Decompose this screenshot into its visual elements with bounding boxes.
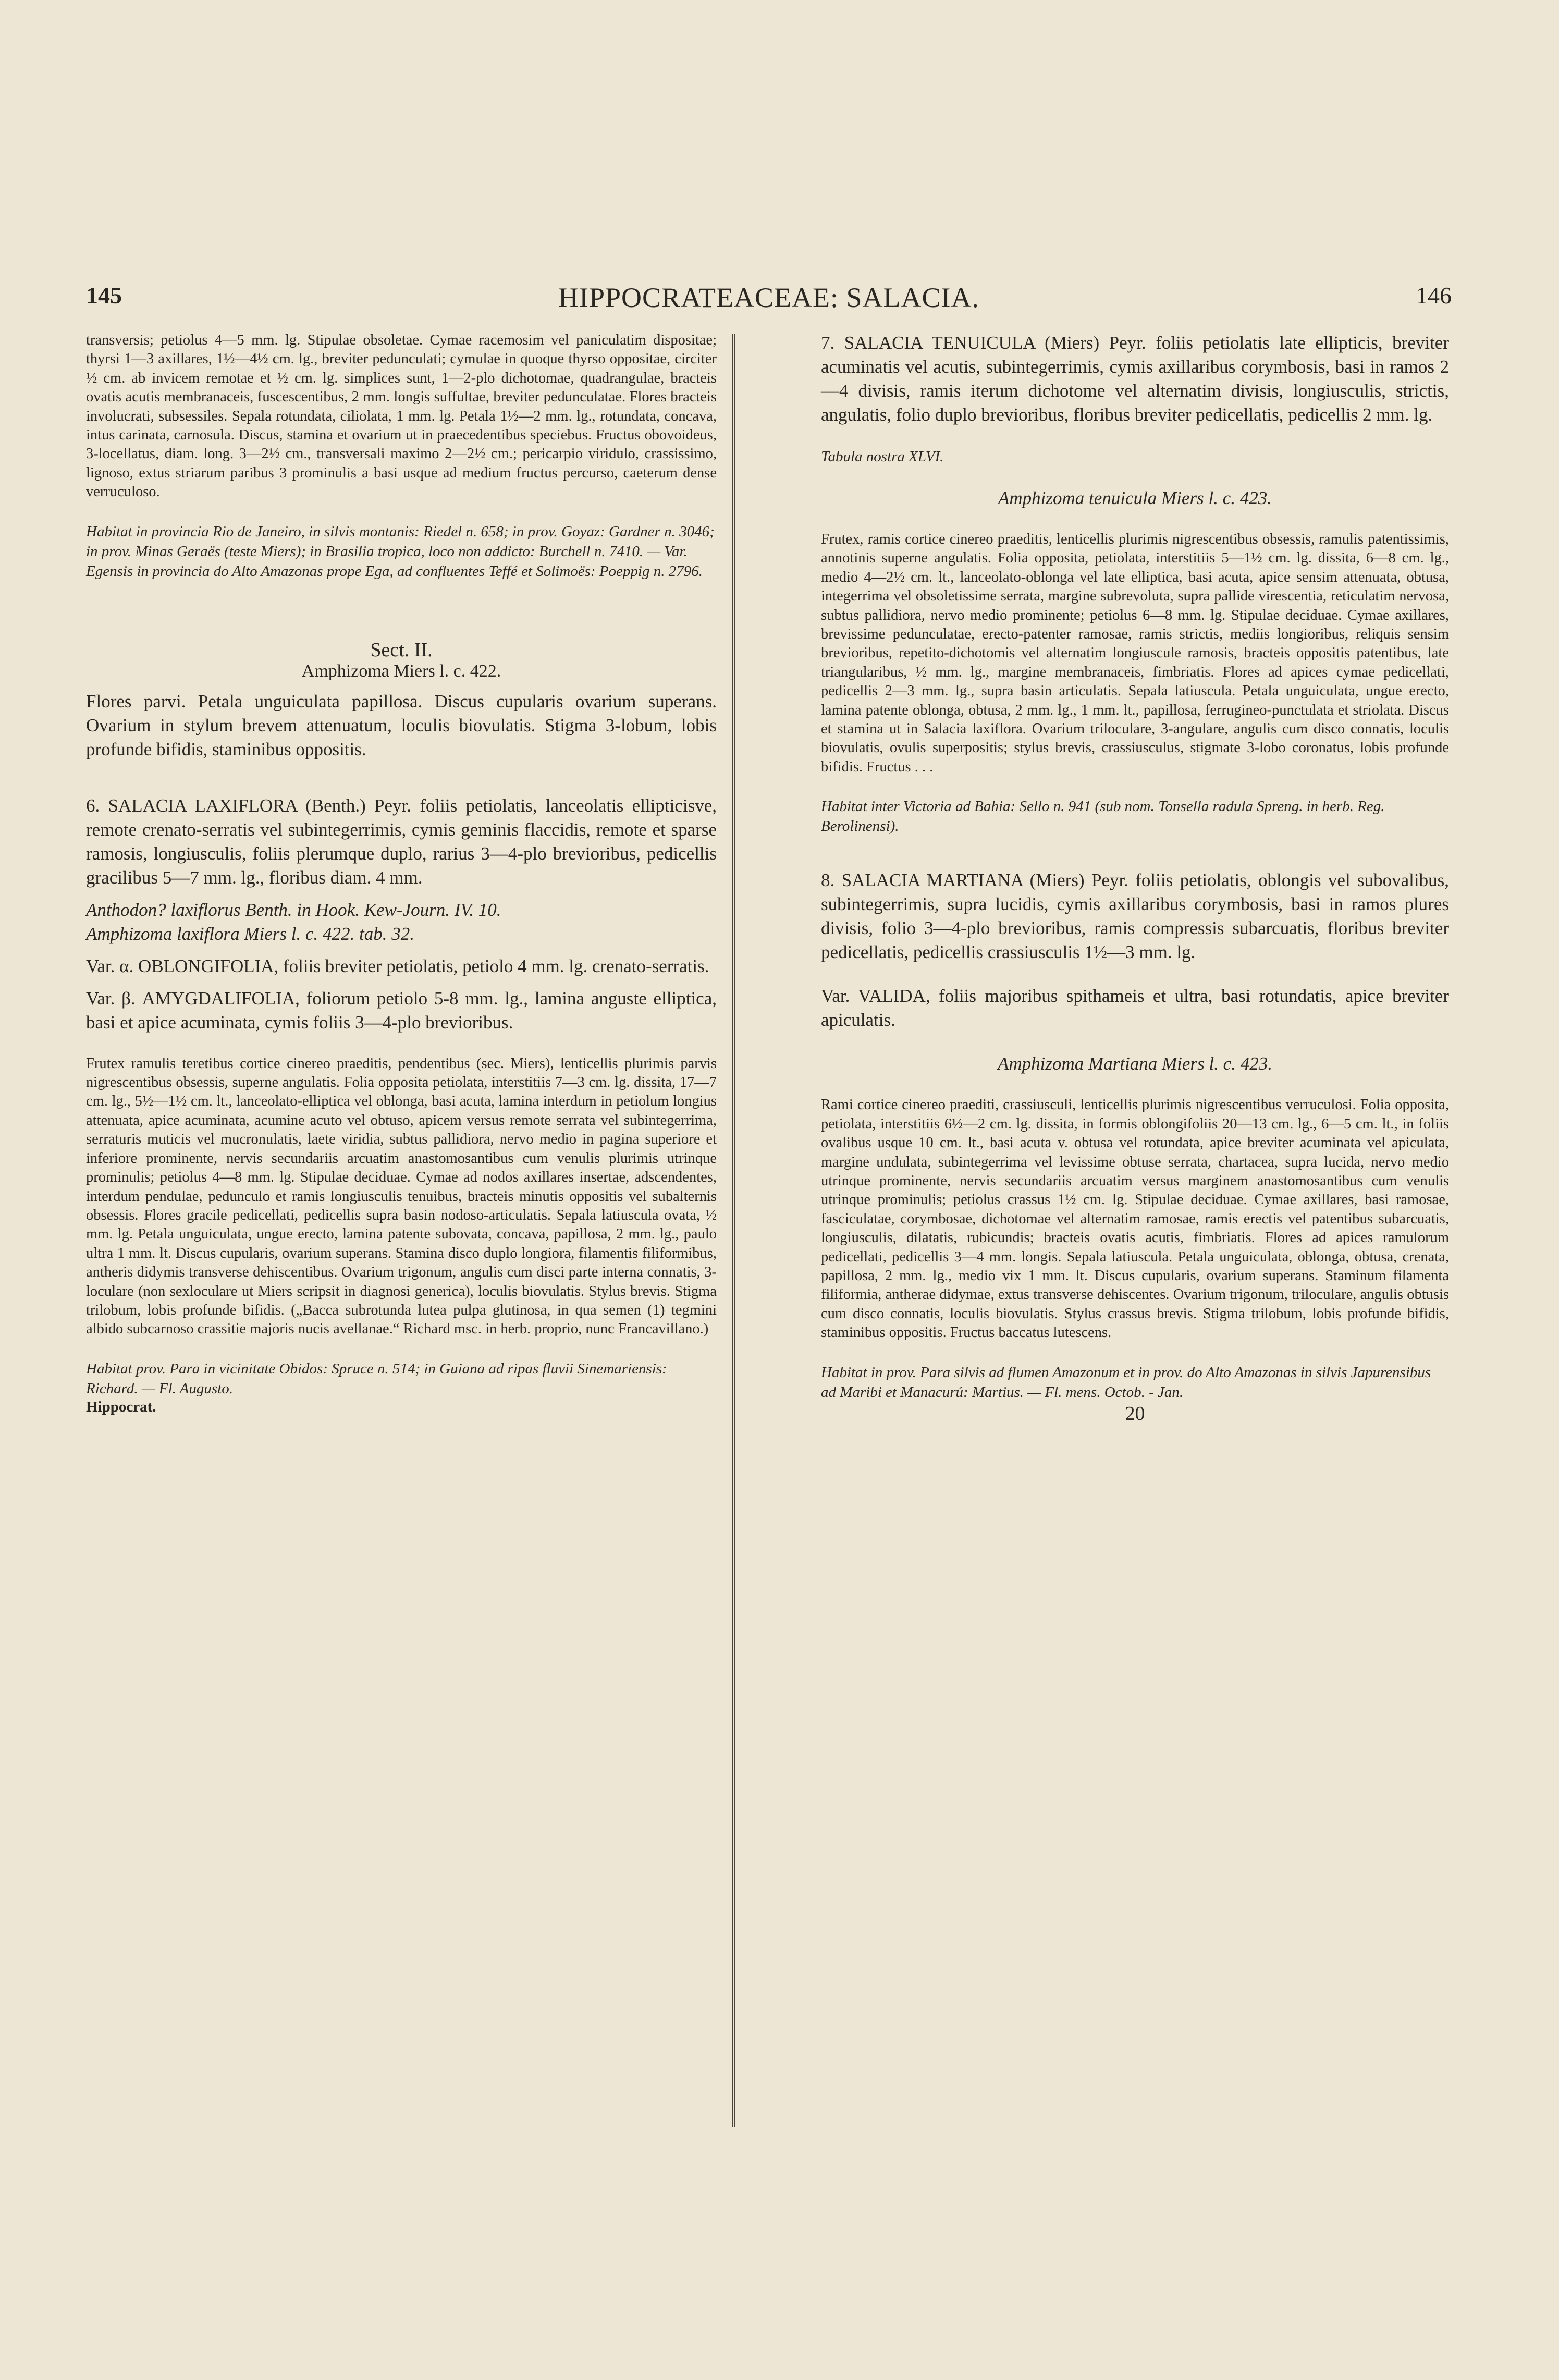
variety-valida: Var. VALIDA, foliis majoribus spithameis et ultra, basi rotundatis, apice breviter apiculatis. xyxy=(821,986,1449,1030)
habitat-text: Habitat prov. Para in vicinitate Obidos: Spruce n. 514; in Guiana ad ripas fluvii Sinemariensis: Richard. — Fl. Augusto. xyxy=(86,1360,667,1397)
signature-mark: 20 xyxy=(1125,1402,1145,1425)
section-genus: Amphizoma Miers l. c. 422. xyxy=(301,661,501,681)
variety-alpha: Var. α. OBLONGIFOLIA, foliis breviter petiolatis, petiolo 4 mm. lg. crenato-serratis. xyxy=(86,955,709,976)
synonym-amphizoma-tenuicula: Amphizoma tenuicula Miers l. c. 423. xyxy=(998,488,1272,508)
synonym-anthodon: Anthodon? laxiflorus Benth. in Hook. Kew-Journ. IV. 10. xyxy=(86,899,501,920)
species-6-description: Frutex ramulis teretibus cortice cinereo praeditis, pendentibus (sec. Miers), lenticellis plurimis parvis nigrescentibus obsessis, superne angulatis. Folia opposita petiolata, interstitiis 7—3 cm. lg. dissita, 17—7 cm. lg., 5½—1½ cm. lt., lanceolato-elliptica vel oblonga, basi acuta, lamina interdum in petiolum longius attenuata, apice acuminata, acumine acuto vel obtuso, apicem versus remote serrata vel subintegerrima, serraturis muticis vel mucronulatis, laete viridia, subtus pallidiora, nervo medio in pagina superiore et inferiore prominente, nervis secundariis arcuatim anastomosantibus cum venulis plurimis utrinque prominulis; petiolus 4—8 mm. lg. Stipulae deciduae. Cymae ad nodos axillares insertae, adscendentes, interdum pendulae, pedunculo et ramis longiusculis tenuibus, bracteis minutis oppositis vel subalternis obsessis. Flores gracile pedicellati, pedicellis supra basin nodoso-articulatis. Sepala latiuscula ovata, ½ mm. lg. Petala unguiculata, ungue erecto, lamina patente subovata, concava, papillosa, 2 mm. lg., paulo ultra 1 mm. lt. Discus cupularis, ovarium superans. Stamina disco duplo longiora, filamentis filiformibus, antheris didymis transverse dehiscentibus. Ovarium trigonum, angulis cum disci parte interna connatis, 3-loculare (non sexloculare ut Miers scripsit in diagnosi generica), loculis biovulatis. Stylus brevis. Stigma trilobum, lobis profunde bifidis. („Bacca subrotunda lutea pulpa glutinosa, in qua semen (1) tegmini albido subcarnoso crassitie majoris nucis avellanae.“ Richard msc. in herb. proprio, nunc Francavillano.) xyxy=(86,1055,717,1338)
species-8-description: Rami cortice cinereo praediti, crassiusculi, lenticellis plurimis nigrescentibus verruculosi. Folia opposita, petiolata, interstitiis 6½—2 cm. lg. dissita, in formis oblongifoliis 20—13 cm. lg., 6—5 cm. lt., in foliis ovalibus usque 10 cm. lt., basi acuta v. obtusa vel rotundata, apice breviter acuminata vel apiculata, margine undulata, subintegerrima vel levissime obtuse serrata, chartacea, supra lucida, nervo medio utrinque prominente, nervis secundariis arcuatim versus marginem anastomosantibus cum venulis utrinque prominulis; petiolus crassus 1½ cm. lg. Stipulae deciduae. Cymae axillares, basi ramosae, fasciculatae, corymbosae, dichotomae vel alternatim ramosae, ramis erectis vel patentibus subarcuatis, longiusculis, dilatatis, rubicundis; bracteis ovatis acutis, fimbriatis. Flores ad apices ramulorum pedicellati, pedicellis 3—4 mm. longis. Sepala latiuscula. Petala unguiculata, oblonga, obtusa, crenata, papillosa, 2 mm. lg., medio vix 1 mm. lt. Discus cupularis, ovarium superans. Staminum filamenta filiformia, antherae didymae, extus transverse dehiscentes. Ovarium trigonum, triloculare, angulis obtusis cum disco connatis, loculis biovulatis. Stylus crassus brevis. Stigma trilobum, lobis profunde bifidis, staminibus oppositis. Fructus baccatus lutescens. xyxy=(821,1097,1449,1341)
running-title: HIPPOCRATEACEAE: SALACIA. xyxy=(558,282,980,313)
page-number-left: 145 xyxy=(86,282,122,309)
right-column xyxy=(821,331,1449,1425)
page-number-right: 146 xyxy=(1416,282,1452,309)
section-heading: Sect. II. xyxy=(370,639,433,661)
running-head xyxy=(86,281,1452,318)
synonym-amphizoma: Amphizoma laxiflora Miers l. c. 422. tab. 32. xyxy=(86,923,414,944)
species-7-diagnosis: 7. SALACIA TENUICULA (Miers) Peyr. foliis petiolatis late ellipticis, breviter acuminatis vel acutis, subintegerrimis, cymis axillaribus corymbosis, basi in ramos 2—4 divisis, ramis iterum dichotome vel alternatim divisis, longiusculis, strictis, angulatis, folio duplo brevioribus, floribus breviter pedicellatis, pedicellis 2 mm. lg. xyxy=(821,333,1449,425)
species-6-diagnosis: 6. SALACIA LAXIFLORA (Benth.) Peyr. foliis petiolatis, lanceolatis ellipticisve, remote crenato-serratis vel subintegerrimis, cymis geminis flaccidis, remote et sparse ramosis, longiusculis, foliis plerumque duplo, rarius 3—4-plo brevioribus, pedicellis gracilibus 5—7 mm. lg., floribus diam. 4 mm. xyxy=(86,795,717,888)
section-description: Flores parvi. Petala unguiculata papillosa. Discus cupularis ovarium superans. Ovarium in stylum brevem attenuatum, loculis biovulatis. Stigma 3-lobum, lobis profunde bifidis, staminibus oppositis. xyxy=(86,691,717,759)
signature: Hippocrat. xyxy=(86,1398,156,1415)
plate-reference: Tabula nostra XLVI. xyxy=(821,448,944,465)
species-7-description: Frutex, ramis cortice cinereo praeditis, lenticellis plurimis nigrescentibus obsessis, ramulis patentissimis, annotinis superne angulatis. Folia opposita, petiolata, interstitiis 5—1½ cm. lg. dissita, 6—8 cm. lg., medio 4—2½ cm. lt., lanceolato-oblonga vel late elliptica, basi acuta, apice sensim attenuata, obtusa, integerrima vel obsoletissime serrata, margine subrevoluta, supra pallide virescentia, reticulatim nervosa, subtus pallidiora, nervo medio prominente; petiolus 6—8 mm. lg. Stipulae deciduae. Cymae axillares, brevissime pedunculatae, erecto-patenter ramosae, ramis strictis, mediis longioribus, reliquis sensim brevioribus, repetito-dichotomis vel alternatim longiuscule ramosis, bracteis oppositis patentibus, late triangularibus, ½ mm. lg., margine membranaceis, fimbriatis. Flores ad apices cymae pedicellati, pedicellis 2—3 mm. lg., supra basin articulatis. Sepala latiuscula. Petala unguiculata, ungue erecto, lamina patente oblonga, obtusa, 2 mm. lg., 1 mm. lt., papillosa, ferrugineo-punctulata et striolata. Discus et stamina ut in Salacia laxiflora. Ovarium triloculare, 3-angulare, angulis cum disco connatis, loculis biovulatis, ovulis superpositis; stylus brevis, crassiusculus, stigmate 3-lobo coronatus, lobis profunde bifidis. Fructus . . . xyxy=(821,531,1449,775)
habitat-text: Habitat inter Victoria ad Bahia: Sello n. 941 (sub nom. Tonsella radula Spreng. in herb. Reg. Berolinensi). xyxy=(821,798,1385,835)
column-divider xyxy=(732,334,735,2127)
species-8-diagnosis: 8. SALACIA MARTIANA (Miers) Peyr. foliis petiolatis, oblongis vel subovalibus, subintegerrimis, supra lucidis, cymis axillaribus corymbosis, basi in ramos plures divisis, folio 3—4-plo brevioribus, ramis compressis subarcuatis, floribus breviter pedicellatis, pedicellis crassiusculis 1½—3 mm. lg. xyxy=(821,870,1449,963)
habitat-text: Habitat in provincia Rio de Janeiro, in silvis montanis: Riedel n. 658; in prov. Goyaz: Gardner n. 3046; in prov. Minas Geraës (teste Miers); in Brasilia tropica, loco non addicto: Burchell n. 7410. — Var. Egensis in provincia do Alto Amazonas prope Ega, ad confluentes Teffé et Solimoës: Poeppig n. 2796. xyxy=(86,523,715,580)
variety-beta: Var. β. AMYGDALIFOLIA, foliorum petiolo 5-8 mm. lg., lamina anguste elliptica, basi et apice acuminata, cymis foliis 3—4-plo brevioribus. xyxy=(86,988,717,1033)
habitat-text: Habitat in prov. Para silvis ad flumen Amazonum et in prov. do Alto Amazonas in silvis Japurensibus ad Maribi et Manacurú: Martius. — Fl. mens. Octob. - Jan. xyxy=(821,1364,1431,1401)
synonym-amphizoma-martiana: Amphizoma Martiana Miers l. c. 423. xyxy=(998,1053,1272,1074)
left-column xyxy=(86,331,717,1416)
continuation-text: transversis; petiolus 4—5 mm. lg. Stipulae obsoletae. Cymae racemosim vel paniculatim dispositae; thyrsi 1—3 axillares, 1½—4½ cm. lg., breviter pedunculati; cymulae in quoque thyrso oppositae, circiter ½ cm. ab invicem remotae et ½ cm. lg. simplices sunt, 1—2-plo dichotomae, quadrangulae, bracteis ovatis acutis membranaceis, fuscescentibus, 2 mm. longis suffultae, breviter pedunculatae. Flores bracteis involucrati, subsessiles. Sepala rotundata, ciliolata, 1 mm. lg. Petala 1½—2 mm. lg., rotundata, concava, intus carinata, carnosula. Discus, stamina et ovarium ut in praecedentibus speciebus. Fructus obovoideus, 3-locellatus, diam. long. 3—2½ cm., transversali maximo 2—2½ cm.; pericarpio viridulo, crassissimo, lignoso, extus striarum paribus 3 prominulis a basi usque ad medium fructus percurso, caeterum dense verruculoso. xyxy=(86,332,717,500)
